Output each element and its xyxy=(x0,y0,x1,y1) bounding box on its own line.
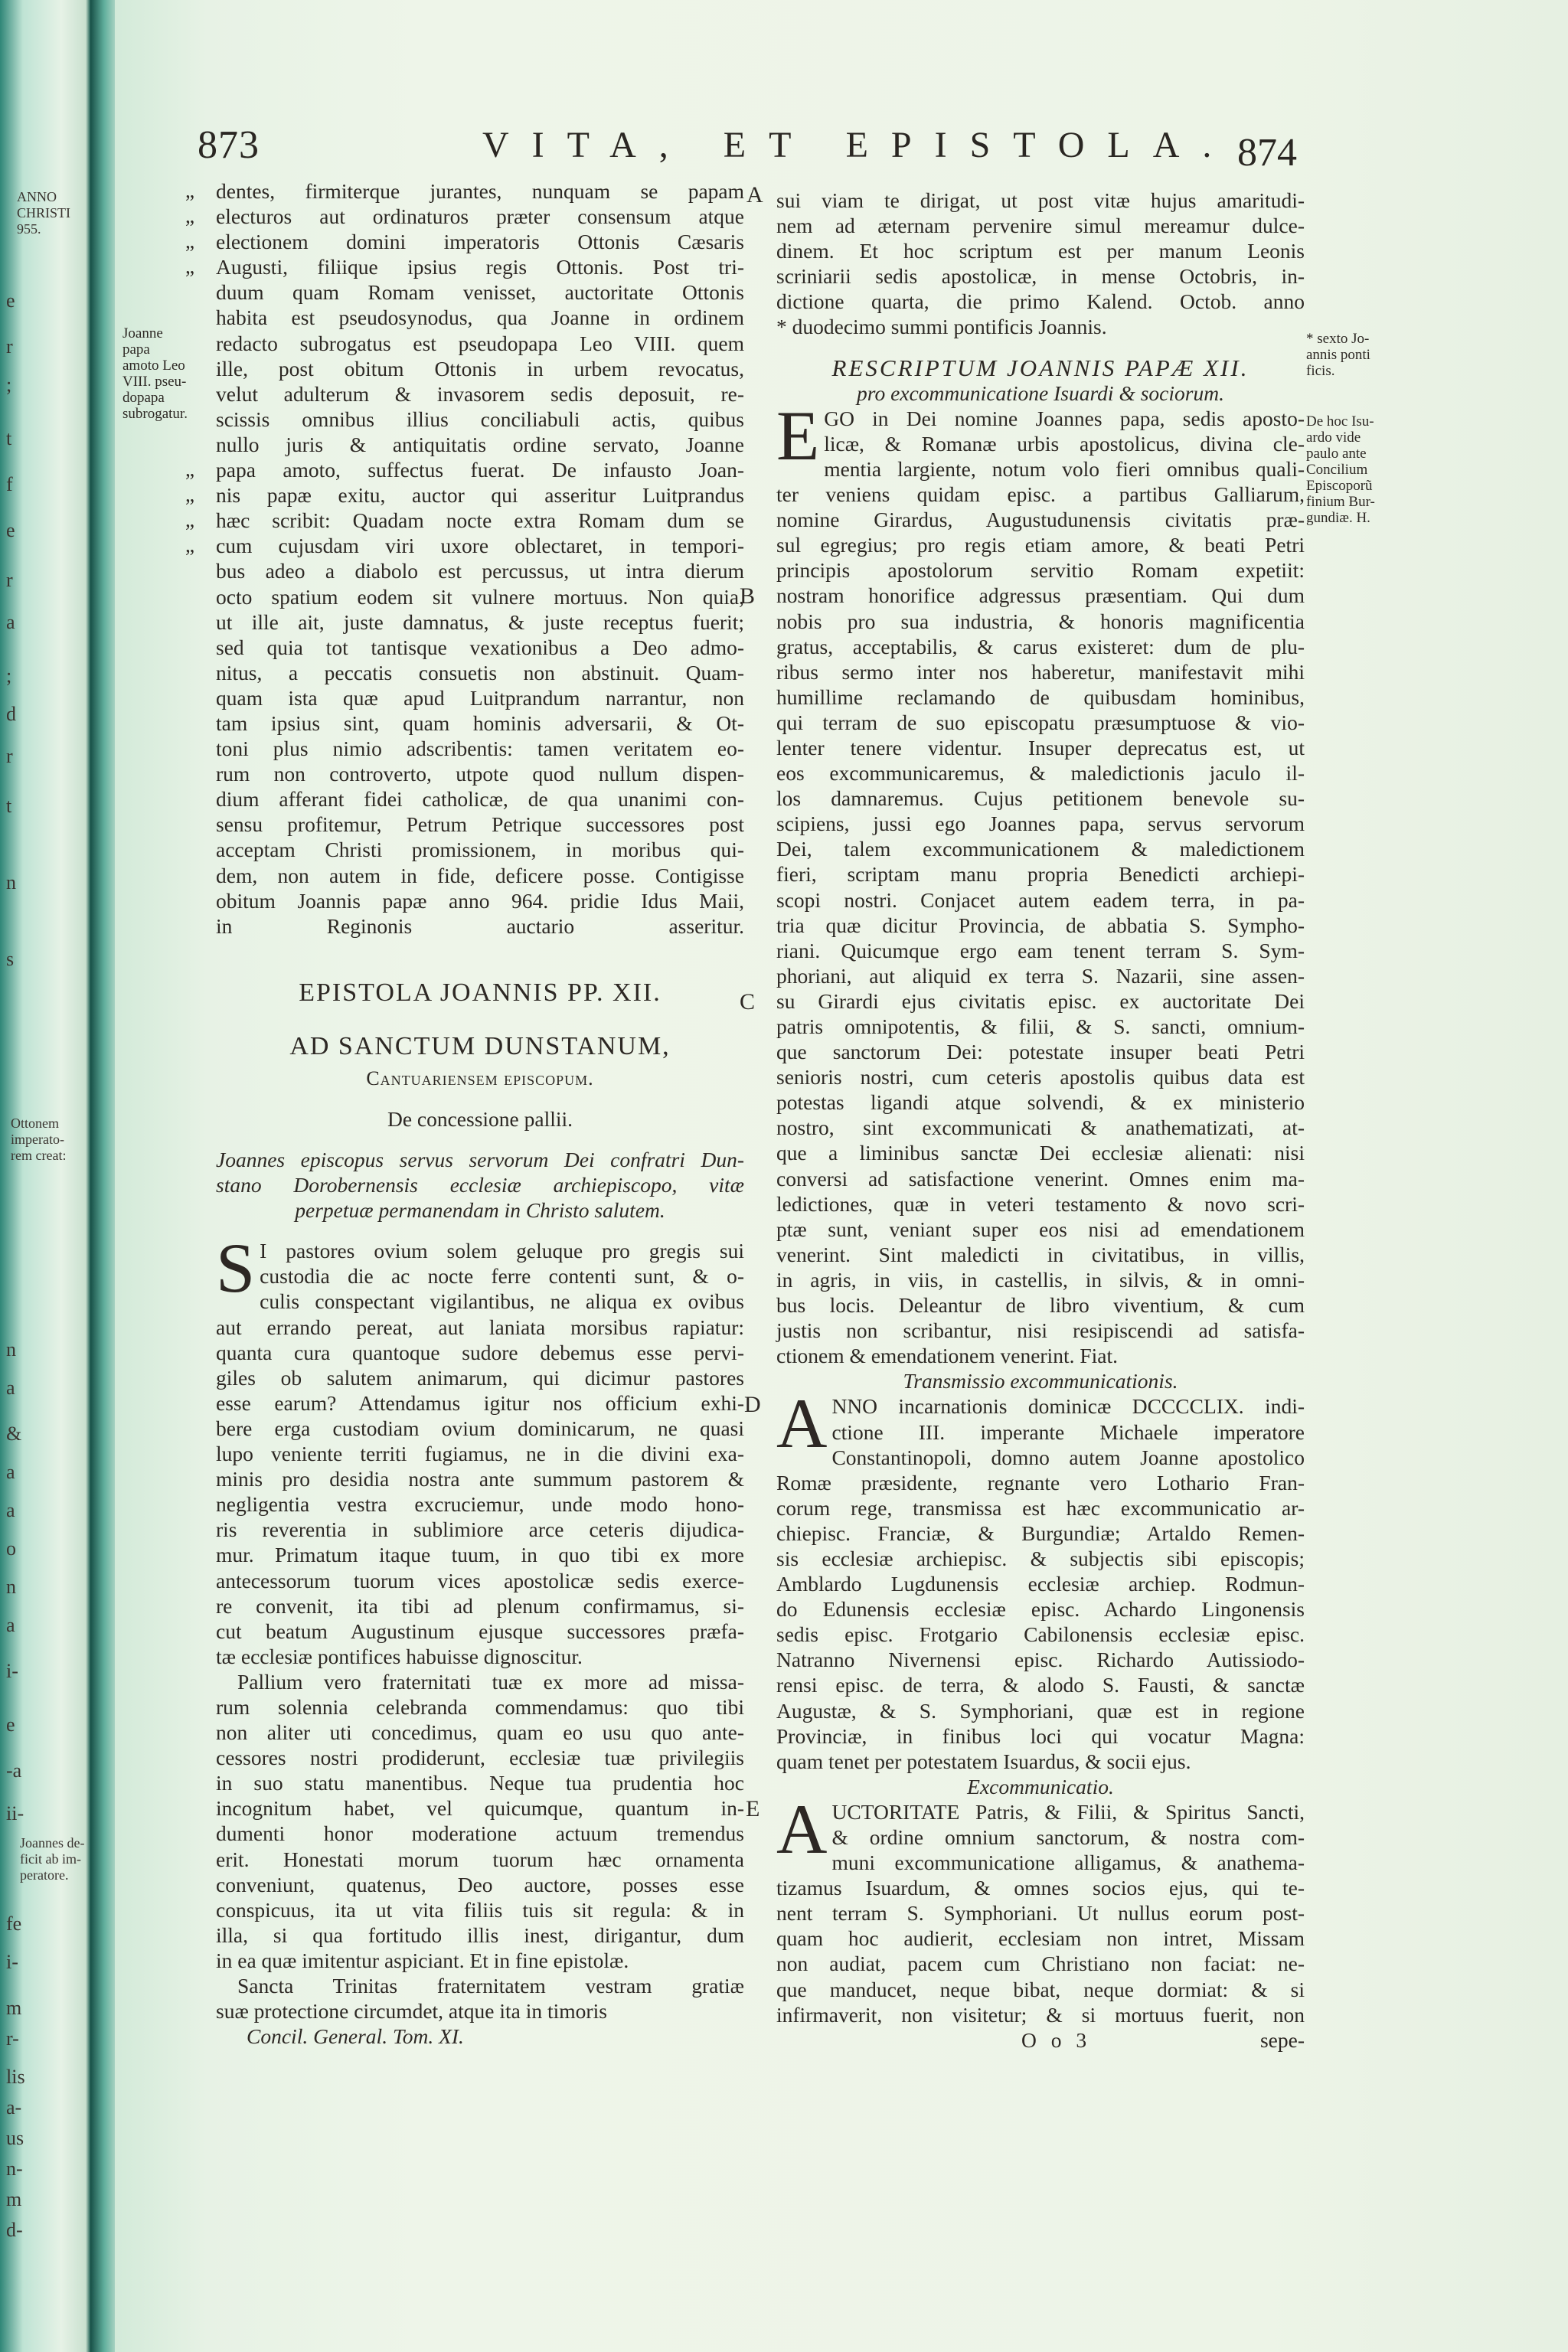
text-line: eos excommunicaremus, & maledictionis jaculo il- xyxy=(776,761,1305,786)
text-line: antecessorum tuorum vices apostolicæ sedis exerce- xyxy=(216,1568,744,1592)
text-line: dumenti honor moderatione actuum tremendus xyxy=(216,1821,744,1846)
text-line: dentes, firmiterque jurantes, nunquam se papam xyxy=(216,179,744,203)
margin-note-line: Episcoporũ xyxy=(1306,478,1373,494)
text-line: quanta cura quantoque sudore debemus esse pervi- xyxy=(216,1340,744,1364)
text-line: que sanctorum Dei: potestate insuper beati Petri xyxy=(776,1040,1305,1064)
edge-note-line: rem creat: xyxy=(11,1148,67,1163)
text-line: suæ protectione circumdet, atque ita in timoris xyxy=(216,1999,607,2024)
text-line: rensi episc. de terra, & alodo S. Fausti, & sanctæ xyxy=(776,1673,1305,1697)
text-line: I pastores ovium solem geluque pro gregis sui xyxy=(260,1239,744,1263)
text-line: dictione quarta, die primo Kalend. Octob. anno xyxy=(776,289,1305,314)
drop-cap: A xyxy=(776,1384,828,1463)
text-line: toni plus nimio adscribentis: tamen veritatem eo- xyxy=(216,737,744,761)
left-page-edge-text xyxy=(0,0,90,2352)
edge-note-line: 955. xyxy=(17,221,41,237)
spacer xyxy=(216,939,744,974)
text-line: Amblardo Lugdunensis ecclesiæ archiep. Rodmun- xyxy=(776,1572,1305,1596)
text-line: Constantinopoli, domno autem Joanne apostolico xyxy=(831,1445,1305,1469)
quote-mark: „ xyxy=(185,483,194,507)
text-line: aut errando pereat, aut laniata morsibus rapiatur: xyxy=(216,1315,744,1339)
edge-fragment: m xyxy=(6,2188,22,2210)
edge-fragment: a xyxy=(6,1377,15,1399)
edge-fragment: i- xyxy=(6,1660,18,1682)
text-line: sis ecclesiæ archiepisc. & subjectis sibi episcopis; xyxy=(776,1546,1305,1570)
text-line: Pallium vero fraternitati tuæ ex more ad missa- xyxy=(237,1669,744,1694)
page-footer xyxy=(776,2027,1305,2053)
margin-note-line: amoto Leo xyxy=(122,358,185,374)
text-line: quam tenet per potestatem Isuardus, & socii ejus. xyxy=(776,1749,1191,1773)
edge-fragment: m xyxy=(6,1997,22,2019)
edge-fragment: a xyxy=(6,1461,15,1483)
text-line: mentia largiente, notum volo fieri omnibus quali- xyxy=(824,456,1305,481)
margin-note-line: ficis. xyxy=(1306,363,1335,379)
margin-note-line: finium Bur- xyxy=(1306,494,1375,510)
address-title: AD SANCTUM DUNSTANUM, xyxy=(289,1031,671,1060)
text-line: habita est pseudosynodus, qua Joanne in ordinem xyxy=(216,305,744,330)
text-line: rum non controverto, utpote quod nullum dispen- xyxy=(216,762,744,786)
text-line: patris omnipotentis, & filii, & S. sancti, omnium- xyxy=(776,1014,1305,1038)
text-line: licæ, & Romanæ urbis apostolicus, divina cle- xyxy=(824,431,1305,456)
edge-fragment: lis xyxy=(6,2066,25,2088)
text-line: sul egregius; pro regis etiam amore, & beati Petri xyxy=(776,533,1305,557)
text-line: potestas ligandi atque solvendi, & ex ministerio xyxy=(776,1090,1305,1115)
margin-note-line: Joanne papa xyxy=(122,325,163,358)
text-line: tizamus Isuardum, & omnes socios ejus, qui te- xyxy=(776,1876,1305,1900)
letter-body xyxy=(216,1229,744,2024)
text-line: conversi ad satisfactione venerint. Omnes enim ma- xyxy=(776,1166,1305,1191)
text-line: illa, si qua fortitudo illis inest, dirigantur, dum xyxy=(216,1922,744,1947)
margin-note-line: gundiæ. H. xyxy=(1306,510,1370,526)
subject-line: De concessione pallii. xyxy=(387,1106,573,1131)
text-line: gratus, acceptabilis, & carus existeret: dum de plu- xyxy=(776,634,1305,658)
text-line: * duodecimo summi pontificis Joannis. xyxy=(776,315,1107,339)
margin-note-line: paulo ante xyxy=(1306,446,1367,462)
edge-fragment: n xyxy=(6,1338,16,1361)
margin-note-line: De hoc Isu- xyxy=(1306,413,1374,430)
text-line: ptæ sunt, veniant super eos nisi ad emendationem xyxy=(776,1217,1305,1241)
section-letter-d: D xyxy=(744,1392,761,1417)
edge-fragment: fe xyxy=(6,1913,22,1935)
edge-fragment: t xyxy=(6,795,12,817)
text-line: re convenit, ita tibi ad plenum confirmamus, si- xyxy=(216,1593,744,1618)
text-line: ctione III. imperante Michaele imperatore xyxy=(831,1419,1305,1444)
text-line: qui terram de suo episcopatu præsumptuose & vio- xyxy=(776,710,1305,734)
edge-note-line: imperato- xyxy=(11,1132,64,1147)
section-letter-e: E xyxy=(746,1796,760,1821)
margin-note-line: VIII. pseu- xyxy=(122,374,187,390)
text-line: su Girardi ejus civitatis episc. ex auctoritate Dei xyxy=(776,988,1305,1013)
quote-mark: „ xyxy=(185,508,194,532)
right-column xyxy=(776,188,1305,2053)
excommunicatio-title: Excommunicatio. xyxy=(967,1774,1114,1798)
text-line: UCTORITATE Patris, & Filii, & Spiritus Sancti, xyxy=(831,1799,1305,1824)
margin-note-joanne-papa xyxy=(122,325,193,422)
edge-fragment: d xyxy=(6,703,16,725)
text-line: nis papæ exitu, auctor qui asseritur Luitprandus xyxy=(216,483,744,508)
text-line: tam ipsius sint, quam hominis adversarii, & Ot- xyxy=(216,710,744,735)
text-line: in suo statu manentibus. Neque tua prudentia hoc xyxy=(216,1771,744,1795)
text-line: lupo veniente territi fugiamus, ne in die divini exa- xyxy=(216,1442,744,1466)
signature-line: Concil. General. Tom. XI. xyxy=(247,2024,464,2049)
margin-note-de-hoc xyxy=(1306,413,1398,526)
edge-note-line: peratore. xyxy=(20,1867,69,1883)
edge-fragment: e xyxy=(6,1713,15,1736)
text-line: justis non scribantur, nisi resipiscendi ad satisfa- xyxy=(776,1318,1305,1343)
text-line: in Reginonis auctario asseritur. xyxy=(216,913,744,938)
edge-fragment: n xyxy=(6,1576,16,1598)
spacer xyxy=(216,1223,744,1238)
text-line: scopi nostri. Conjacet autem eadem terra, in pa- xyxy=(776,887,1305,912)
quote-mark xyxy=(185,432,208,457)
text-line: Dei, talem excommunicationem & maledictionem xyxy=(776,837,1305,861)
text-line: rum solennia celebranda commendamus: quo tibi xyxy=(216,1694,744,1719)
edge-note-line: CHRISTI xyxy=(17,205,71,220)
text-line: quam hoc audierit, ecclesiam non intret, Missam xyxy=(776,1926,1305,1951)
text-line: corum rege, transmissa est hæc excommunicatio ar- xyxy=(776,1495,1305,1520)
text-line: sui viam te dirigat, ut post vitæ hujus amaritudi- xyxy=(776,188,1305,212)
text-line: sedis episc. Frotgario Cabilonensis ecclesiæ episc. xyxy=(776,1622,1305,1647)
epistola-title: EPISTOLA JOANNIS PP. XII. xyxy=(299,978,662,1007)
spacer xyxy=(216,1012,744,1027)
edge-fragment: i- xyxy=(6,1951,18,1973)
margin-note-line: dopapa xyxy=(122,390,165,406)
signature-mark: O o 3 xyxy=(1021,2027,1092,2052)
text-line: ris reverentia in sublimiore arce ceteris dijudica- xyxy=(216,1517,744,1542)
text-line: do Edunensis ecclesiæ episc. Achardo Lingonensis xyxy=(776,1597,1305,1622)
right-page-number: 874 xyxy=(1237,131,1297,175)
text-line: principis apostolorum servitio Romam expetiit: xyxy=(776,558,1305,583)
text-line: minis pro desidia nostra ante summum pastorem & xyxy=(216,1467,744,1491)
drop-cap: A xyxy=(776,1789,828,1868)
transmissio-body xyxy=(776,1384,1305,1773)
text-line: mur. Primatum itaque tuum, in quo tibi ex more xyxy=(216,1543,744,1567)
text-line: non aliter uti concedimus, quam eo usu quo ante- xyxy=(216,1720,744,1745)
text-line: ledictiones, quæ in veteri testamento & novo scri- xyxy=(776,1191,1305,1216)
text-line: tria quæ dicitur Provincia, de abbatia S. Sympho- xyxy=(776,913,1305,937)
edge-note-line: Ottonem xyxy=(11,1116,59,1131)
text-line: ut ille ait, juste damnatus, & juste receptus fuerit; xyxy=(216,609,744,634)
text-line: senioris nostri, cum ceteris apostolis quibus data est xyxy=(776,1065,1305,1089)
text-line: Romæ præsidente, regnante vero Lothario Fran- xyxy=(776,1470,1305,1494)
text-line: Augustæ, & S. Symphoriani, quæ est in regione xyxy=(776,1698,1305,1723)
left-column xyxy=(216,178,744,2049)
margin-note-line: * sexto Jo- xyxy=(1306,331,1370,347)
edge-fragment: t xyxy=(6,427,12,449)
text-line: dinem. Et hoc scriptum est per manum Leonis xyxy=(776,239,1305,263)
text-line: scriniarii sedis apostolicæ, in mense Octobris, in- xyxy=(776,264,1305,289)
text-line: infirmaverit, non visitetur; & si mortuus fuerit, non xyxy=(776,2002,1305,2027)
edge-fragment: ii- xyxy=(6,1802,24,1824)
margin-note-line: ardo vide xyxy=(1306,430,1361,446)
text-line: ctionem & emendationem venerint. Fiat. xyxy=(776,1344,1118,1368)
text-line: non audiat, pacem cum Christiano non faciat: ne- xyxy=(776,1952,1305,1976)
left-page-number: 873 xyxy=(198,123,260,167)
text-line: velut adulterum & invasorem sedis deposuit, re- xyxy=(216,381,744,406)
section-letter-b: B xyxy=(740,583,756,609)
edge-note-line: ANNO xyxy=(17,189,57,204)
edge-fragment: o xyxy=(6,1537,16,1560)
edge-fragment: -a xyxy=(6,1759,22,1782)
text-line: Sancta Trinitas fraternitatem vestram gratiæ xyxy=(237,1974,744,1998)
salutation-line: perpetuæ permanendam in Christo salutem. xyxy=(295,1198,665,1223)
text-line: scipiens, jussi ego Joannes papa, servus servorum xyxy=(776,812,1305,836)
text-line: sensu profitemur, Petrum Petrique successores post xyxy=(216,812,744,837)
text-line: riani. Quicumque ergo eam tenent terram S. Sym- xyxy=(776,938,1305,962)
edge-fragment: f xyxy=(6,473,13,495)
edge-fragment: e xyxy=(6,519,15,541)
section-letter-c: C xyxy=(740,989,756,1014)
quote-mark: „ xyxy=(185,458,194,482)
text-line: bus adeo a diabolo est percussus, ut intra dierum xyxy=(216,559,744,583)
text-line: que a liminibus sanctæ Dei ecclesiæ alienati: nisi xyxy=(776,1141,1305,1165)
text-line: electionem domini imperatoris Ottonis Cæsaris xyxy=(216,230,744,254)
text-line: ter veniens quidam episc. a partibus Galliarum, xyxy=(776,482,1305,507)
text-line: cessores nostri prodiderunt, ecclesiæ tuæ privilegiis xyxy=(216,1746,744,1770)
text-line: bere erga custodiam ovium dominicarum, ne quasi xyxy=(216,1416,744,1440)
text-line: hæc scribit: Quadam nocte extra Romam dum se xyxy=(216,508,744,533)
text-line: chiepisc. Franciæ, & Burgundiæ; Artaldo Remen- xyxy=(776,1521,1305,1545)
spacer xyxy=(776,340,1305,355)
text-line: phoriani, aut aliquid ex terra S. Nazarii, sine assen- xyxy=(776,963,1305,988)
text-line: Natranno Nivernensi episc. Richardo Autissiodo- xyxy=(776,1648,1305,1672)
drop-cap: S xyxy=(216,1229,256,1308)
catchword: sepe- xyxy=(1259,2027,1305,2052)
text-line: muni excommunicatione alligamus, & anathema- xyxy=(831,1851,1305,1875)
text-line: acceptam Christi promissionem, in moribus qui- xyxy=(216,838,744,862)
text-line: nostram honorifice adgressus præsentiam. Qui dum xyxy=(776,583,1305,608)
salutation-line: Joannes episcopus servus servorum Dei confratri Dun- xyxy=(216,1148,744,1171)
text-line: custodia die ac nocte ferre contenti sunt, & o- xyxy=(260,1264,744,1289)
text-line: humillime reclamando de quibusdam hominibus, xyxy=(776,684,1305,709)
text-line: in agris, in viis, in castellis, in silvis, & in omni- xyxy=(776,1267,1305,1292)
address-subtitle: Cantuariensem episcopum. xyxy=(366,1067,594,1089)
drop-cap: E xyxy=(776,396,820,475)
text-line: nent terram S. Symphoriani. Ut nullus eorum post- xyxy=(776,1901,1305,1926)
text-line: conveniunt, quatenus, Deo auctore, posses esse xyxy=(216,1872,744,1896)
edge-fragment: s xyxy=(6,948,15,970)
text-line: venerint. Sint maledicti in civitatibus, in villis, xyxy=(776,1242,1305,1266)
edge-fragment: d- xyxy=(6,2219,23,2241)
quote-mark xyxy=(185,279,208,305)
text-line: cut beatum Augustinum ejusque successores præfa- xyxy=(216,1619,744,1643)
edge-fragment: a xyxy=(6,611,15,633)
edge-fragment: n xyxy=(6,871,16,893)
text-line: in ea quæ imitentur aspiciant. Et in fine epistolæ. xyxy=(216,1948,629,1972)
text-line: scissis omnibus illius conciliabuli actis, quibus xyxy=(216,407,744,431)
quote-mark: „ xyxy=(185,179,194,202)
text-line: nostro, sint excommunicati & anathematizati, at- xyxy=(776,1116,1305,1140)
text-line: papa amoto, suffectus fuerat. De infausto Joan- xyxy=(216,458,744,482)
edge-fragment: r xyxy=(6,569,13,591)
text-line: dium afferant fidei catholicæ, de qua unanimi con- xyxy=(216,787,744,812)
text-line: Augusti, filiique ipsius regis Ottonis. Post tri- xyxy=(216,255,744,279)
text-line: culis conspectant vigilantibus, ne aliqua ex ovibus xyxy=(260,1289,744,1314)
text-line: nem ad æternam pervenire simul mereamur dulce- xyxy=(776,214,1305,238)
text-line: nomine Girardus, Augustudunensis civitatis præ- xyxy=(776,508,1305,532)
text-line: esse earum? Attendamus igitur nos officium exhi- xyxy=(216,1390,744,1415)
edge-note-line: Joannes de- xyxy=(20,1835,85,1851)
text-line: GO in Dei nomine Joannes papa, sedis aposto- xyxy=(824,406,1305,430)
edge-fragment: e xyxy=(6,289,15,312)
text-line: tæ ecclesiæ pontifices habuisse dignoscitur. xyxy=(216,1644,583,1668)
quote-mark: „ xyxy=(185,255,194,279)
edge-fragment: & xyxy=(6,1423,22,1445)
text-line: fieri, scriptam manu propria Benedicti archiepi- xyxy=(776,862,1305,887)
text-line: octo spatium eodem sit vulnere mortuus. Non quia, xyxy=(216,584,744,609)
text-line: nullo juris & antiquitatis ordine servato, Joanne xyxy=(216,432,744,456)
text-line: erit. Honestati morum tuorum hæc ornamenta xyxy=(216,1847,744,1871)
margin-note-line: subrogatur. xyxy=(122,406,188,422)
salutation-line: stano Dorobernensis ecclesiæ archiepiscopo, vitæ xyxy=(216,1173,744,1197)
text-line: nitus, a peccatis consuetis non abstinuit. Quam- xyxy=(216,660,744,684)
text-line: obitum Joannis papæ anno 964. pridie Idus Maii, xyxy=(216,888,744,913)
edge-fragment: n- xyxy=(6,2158,23,2180)
rescriptum-title: RESCRIPTUM JOANNIS PAPÆ XII. xyxy=(831,354,1250,381)
excommunicatio-body xyxy=(776,1789,1305,2027)
text-line: los damnaremus. Cujus petitionem benevole su- xyxy=(776,786,1305,811)
text-line: conspicuus, ita ut vita filiis tuis sit regula: & in xyxy=(216,1897,744,1922)
edge-fragment: a xyxy=(6,1614,15,1636)
rescriptum-subtitle: pro excommunicatione Isuardi & sociorum. xyxy=(857,381,1224,405)
edge-fragment: ; xyxy=(6,665,12,687)
text-line: cum cujusdam viri uxore oblectaret, in tempori- xyxy=(216,534,744,558)
text-line: & ordine omnium sanctorum, & nostra com- xyxy=(831,1825,1305,1849)
text-line: nobis pro sua industria, & honoris magnificentia xyxy=(776,609,1305,633)
rescriptum-body xyxy=(776,396,1305,1369)
text-line: Provinciæ, in finibus loci qui vocatur Magna: xyxy=(776,1723,1305,1748)
spacer xyxy=(216,1132,744,1147)
margin-note-line: Concilium xyxy=(1306,462,1368,478)
text-line: incognitum habet, vel quicumque, quantum in- xyxy=(216,1796,744,1821)
running-title: VITA, ET EPISTOLA. xyxy=(482,125,1235,165)
margin-note-line: annis ponti xyxy=(1306,347,1370,363)
text-line: redacto subrogatus est pseudopapa Leo VIII. quem xyxy=(216,331,744,355)
text-line: duum quam Romam venisset, auctoritate Ottonis xyxy=(216,280,744,305)
quote-mark: „ xyxy=(185,204,194,228)
text-line: giles ob salutem animarum, qui dicimur pastores xyxy=(216,1365,744,1390)
edge-fragment: ; xyxy=(6,374,12,396)
text-line: ribus sermo inter nos haberetur, manifestavit mihi xyxy=(776,659,1305,684)
text-line: NNO incarnationis dominicæ DCCCCLIX. indi- xyxy=(831,1394,1305,1419)
quote-mark: „ xyxy=(185,534,194,557)
text-line: lenter tenere videntur. Insuper deprecatus est, ut xyxy=(776,735,1305,760)
text-line: bus locis. Deleantur de libro viventium, & cum xyxy=(776,1293,1305,1318)
edge-fragment: r xyxy=(6,335,13,358)
text-line: negligentia vestra excruciemur, unde modo hono- xyxy=(216,1492,744,1517)
text-line: sed quia tot tantisque vexationibus a Deo admo- xyxy=(216,635,744,659)
edge-fragment: a xyxy=(6,1499,15,1521)
text-line: dem, non autem in fide, deficere posse. Contigisse xyxy=(216,863,744,887)
text-line: que manducet, neque bibat, neque dormiat: & si xyxy=(776,1977,1305,2001)
spacer xyxy=(216,1091,744,1106)
text-line: quam ista quæ apud Luitprandum narrantur, non xyxy=(216,685,744,710)
edge-fragment: a- xyxy=(6,2096,22,2118)
left-page-edge xyxy=(0,0,90,2352)
edge-fragment: r xyxy=(6,745,13,767)
edge-fragment: us xyxy=(6,2127,24,2149)
margin-note-sexto xyxy=(1306,331,1398,379)
transmissio-title: Transmissio excommunicationis. xyxy=(903,1369,1178,1393)
quote-mark: „ xyxy=(185,230,194,253)
text-line: ille, post obitum Ottonis in urbem revocatus, xyxy=(216,356,744,381)
section-letter-a: A xyxy=(746,182,763,207)
edge-fragment: r- xyxy=(6,2027,19,2050)
edge-note-line: ficit ab im- xyxy=(20,1851,81,1867)
text-line: electuros aut ordinaturos præter consensum atque xyxy=(216,204,744,229)
